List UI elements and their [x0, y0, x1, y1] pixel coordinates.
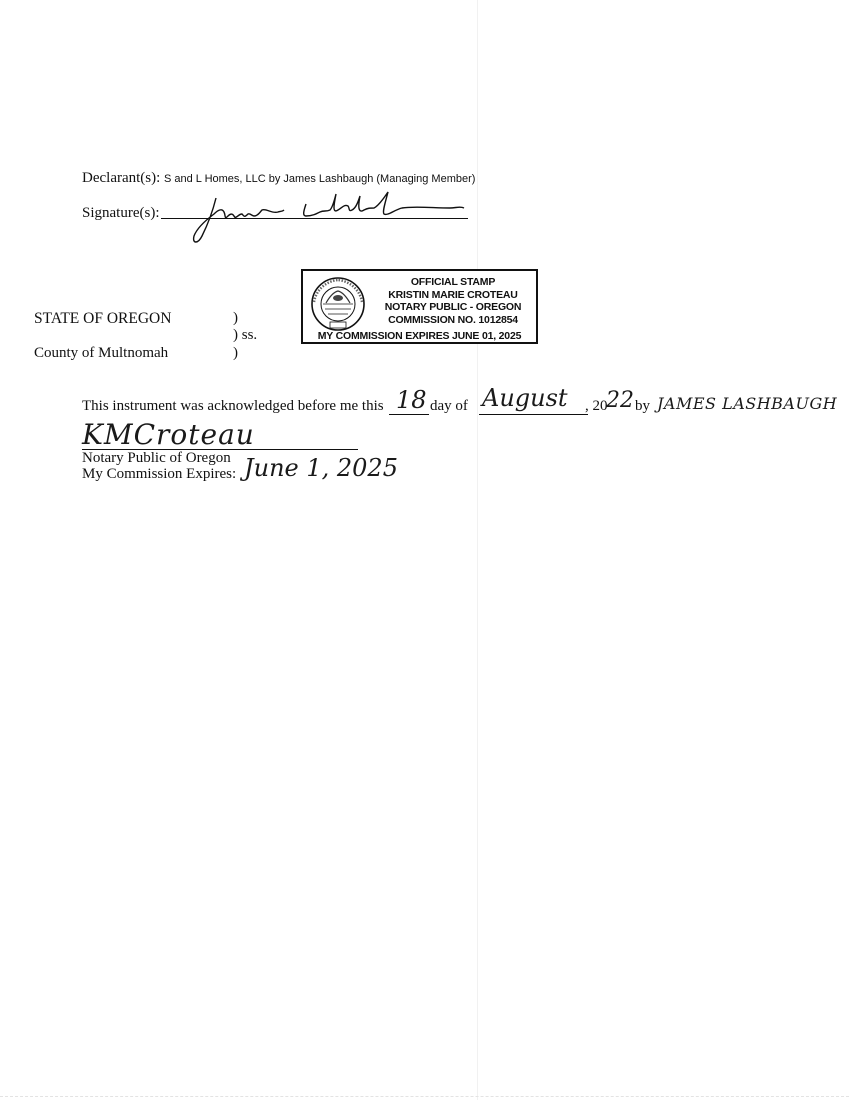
stamp-line-expires: MY COMMISSION EXPIRES JUNE 01, 2025: [317, 330, 522, 342]
ack-prefix: This instrument was acknowledged before me this: [82, 398, 384, 414]
commission-expires-label: My Commission Expires:: [82, 466, 237, 482]
commission-expires-handwritten: June 1, 2025: [244, 454, 398, 482]
venue-ss: ) ss.: [233, 327, 258, 343]
stamp-line-official: OFFICIAL STAMP: [410, 276, 496, 288]
notary-title: Notary Public of Oregon: [82, 450, 231, 466]
declarant-value: S and L Homes, LLC by James Lashbaugh (Managing Member): [164, 173, 476, 185]
declarant-label: Declarant(s):: [82, 170, 161, 186]
page-fold-shadow: [477, 0, 478, 1100]
venue-state: STATE OF OREGON: [34, 310, 172, 327]
signature-label: Signature(s):: [82, 205, 160, 221]
ack-day-of: day of: [430, 398, 468, 414]
venue-paren-bottom: ): [233, 345, 238, 361]
venue-county: County of Multnomah: [34, 345, 169, 361]
ack-month-handwritten: August: [482, 384, 568, 412]
venue-paren-top: ): [233, 310, 238, 326]
oregon-state-seal-icon: [308, 276, 368, 337]
stamp-line-commission: COMMISSION NO. 1012854: [388, 313, 518, 326]
notary-official-stamp: [301, 269, 538, 344]
notary-signature-handwritten: KMCroteau: [82, 418, 255, 451]
ack-day-handwritten: 18: [396, 386, 427, 414]
day-line: [389, 414, 429, 415]
ack-by: by: [635, 398, 650, 414]
ack-year-prefix: , 20: [585, 398, 608, 414]
stamp-line-name: KRISTIN MARIE CROTEAU: [388, 288, 518, 301]
stamp-line-title: NOTARY PUBLIC - OREGON: [384, 301, 522, 313]
ack-year-handwritten: 22: [606, 388, 634, 413]
month-line: [479, 414, 588, 415]
stamp-text-block: [373, 276, 533, 326]
declarant-signature-image: [188, 186, 468, 250]
ack-signer-name-handwritten: JAMES LASHBAUGH: [657, 394, 838, 413]
page-bottom-edge: [0, 1096, 849, 1097]
